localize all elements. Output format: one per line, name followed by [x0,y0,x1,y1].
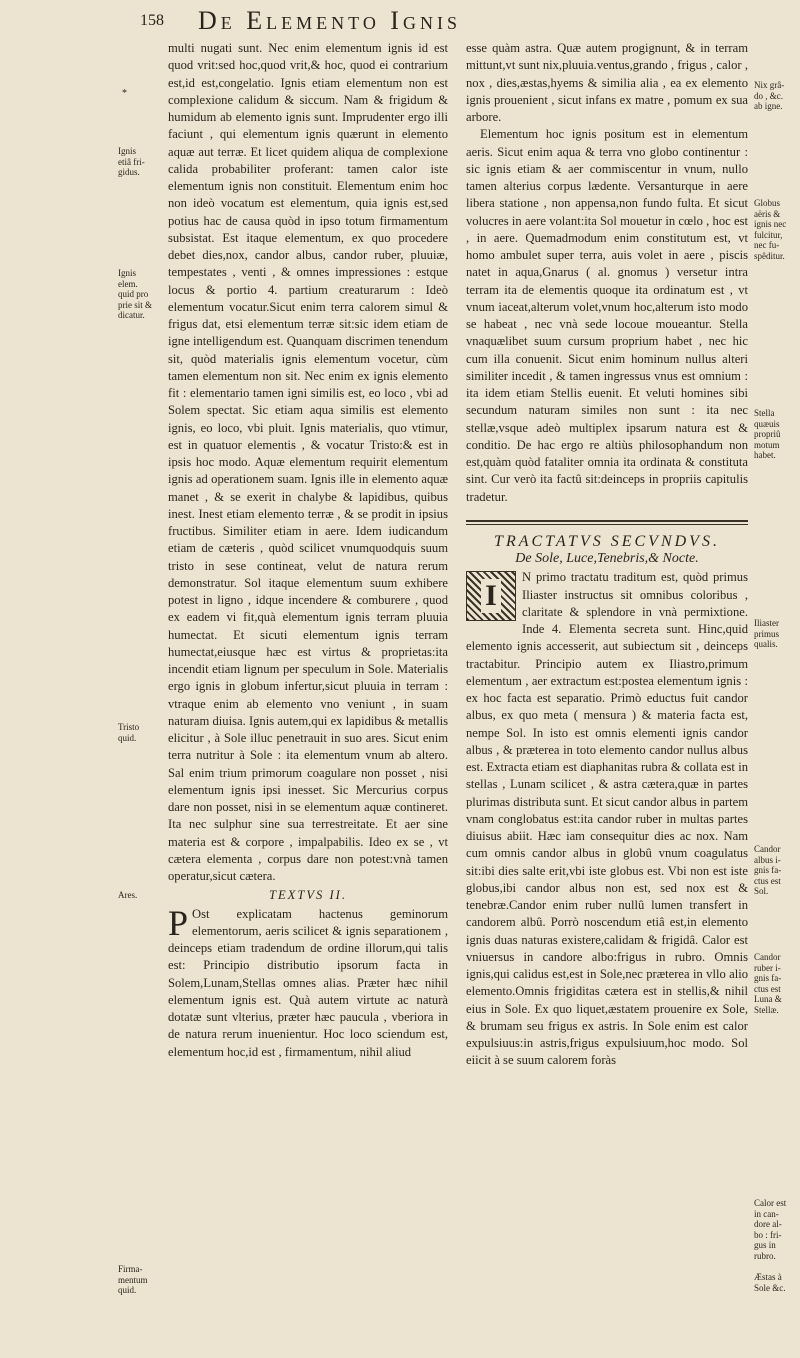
margin-note-aestas: Æstas à Sole &c. [754,1272,786,1293]
margin-note-globus: Globus aëris & ignis nec fulcitur, nec fu- spêditur. [754,198,787,261]
body-paragraph [168,902,448,1061]
body-paragraph: multi nugati sunt. Nec enim elementum ignis id est quod vrit:sed hoc,quod vrit,& hoc, quod ei contrarium est,id est,congelatio. Ignis etiam elementum non est complexione calidum & siccum. Nam & frigidum & humidum ab elemento ignis sunt. Imprudenter ergo illi faciunt , qui elementum ignis quærunt in elemento aquæ aut terræ. Et licet quidem aliqua de complexione calida probabiliter proferant: tamen calor iste elementum ignis non constituit. Elementum enim hoc non ideò vocatum est elementum, quia ignis est,sed potius hac de causa quòd in ipso totum firmamentum subsistat. Est itaque elementum, ex quo procedere debet dies,nox, candor albus, candor ruber, pluuiæ, tempestates , venti , & omnes impressiones : estque locus & portio 4. partium creaturarum : Ideò elementum vocatur.Sicut enim terra calorem simul & frigus dat, etsi elementum terræ sit:sic idem etiam de igne intelligendum est. Quanquam discrimen tenendum sit, quòd materialis ignis elementum vocetur, cùm tamen elementum non sit. Nec enim ex ignis elemento fit : elementario tamen igni similis est, eo loco , vbi ad Solem spectat. Sic etiam aqua similis est elemento ignis, eo loco, vbi pluit. Ignis materialis, quo vtimur, est in quatuor elementis , & vocatur Tristo:& est in ipsis hoc modo. Aquæ elementum requirit elementum ignis ad operationem suam. Ignis ille in elemento aquæ manet , & se exerit in chalybe & lapidibus, quibus inest. Inest etiam elemento terræ , & se prodit in ipsius fructibus. Similiter etiam in aere. Idem iudicandum etiam de cæteris , quòd scilicet vnumquodquis suum tristo in sese contineat, velut de natura rerum demonstratur. Sol itaque elementum suum exhibere potest in ligno , idque incendere & comburere , quod ex eadem vi fit,quà elementum ignis terram pluuia humectat. Et sicuti elementum ignis terram humectat,eiusque hæc est virtus & proprietas:ita incendit etiam lignum per speculum in Sole. Materialis ergo ignis in globum infertur,sicut pluuia in terram : vtraque enim ab elemento vno veniunt , in suam naturam diuisa. Ignis autem,qui ex lapidibus & metallis elicitur , à Sole illuc penetrauit in suo ares. Sicut enim terra nutritur à Sole : ita elementum vnum ab altero. Sal enim trium primorum coagulare non posset , nisi elementum ignis ipsi inesset. Sic Mercurius corpus dare non posset, nisi in se elementum aquæ contineret. Ita nec sulphur sine sua terrestreitate. Et aer sine materia est & corpore , impalpabilis. Ideo ex se , vt cætera elementa , corpus dare non potest:vnà tamen operatur,sicut cætera. [168,41,448,883]
margin-note-ignis-frigidus: Ignis etiâ fri- gidus. [118,146,145,177]
margin-note-ares: Ares. [118,890,138,900]
page-header [140,4,740,38]
body-paragraph: Elementum hoc ignis positum est in elementum aeris. Sicut enim aqua & terra vno globo continentur : sic ignis etiam & aer commiscentur in vnum, nullo tamen alterius corpus lædente. Versanturque in aere libera statione , non appensa,non fundo fulta. Et sicut volucres in aere volant:ita Sol mouetur in cœlo , hoc est , in aere. Quemadmodum enim constitutum est, vt homo ambulet super terra, auis volet in aere , piscis natet in aqua,Gnarus ( al. gnomus ) versetur intra terram ita de elementis quoque ita ordinatum est , vt vnum iaceat,alterum volet,vnum hoc,alterum isto modo se habeat , nec vnà sede locoue moueantur. Stella vnaquælibet suum cursum proprium habet , nec hic cum illa conuenit. Sicut enim hominum nullus alteri similiter incedit , & tamen ingressus vnus est omnium : ita idem etiam Stellis euenit. Et veluti homines sibi secundum naturam similes non sunt : ita nec stellæ,vsque adeò multiplex ipsarum natura est & conditio. De hac ergo re altiùs philosophandum non est,quàm quòd fataliter omnia ita ordinata & constituta sint. Cur verò ita factû sit:deinceps in propriis capitulis tradetur. [466,127,748,504]
margin-note-ignis-elem: Ignis elem. quid pro prie sit & dicatur. [118,268,152,320]
margin-note-tristo: Tristo quid. [118,722,140,743]
running-title: De Elemento Ignis [198,6,461,35]
tract-subtitle: De Sole, Luce,Tenebris,& Nocte. [515,551,699,566]
section-heading: TEXTVS II. [268,888,348,903]
margin-note-candor-albus: Candor albus i- gnis fa- ctus est Sol. [754,844,782,896]
paragraph-text: N primo tractatu traditum est, quòd primus Iliaster instructus sit omnibus coloribus , claritate & splendore in vnà permixtione. Inde 4. Elementa secreta sunt. Hinc,quid elemento ignis accesserit, aut subiectum sit , deinceps tractabitur. Principio autem ex Iliastro,primum elementum , aer extractum est:postea elementum ignis : ex hoc facta est separatio. Primò eductus fuit candor albus, ex quo meta ( mensura ) & materia facta est, nempe Sol. In isto est omnis elementi ignis candor albus , & præterea in toto elemento candor nullus albus est. Extracta etiam est diaphanitas rubra & collata est in stellas , Lunam scilicet , & astra cætera,quæ in partes plurimas distributa sunt. Et sicut candor albus in partem vnam conglobatus est:ita candor ruber in multas partes diuisus abiit. Hæc iam consequitur dies ac nox. Nam cum omnis candor albus in globû vnum coagulatus sit:ibi dies salte erit,vbi iste globus est. Vbi non est iste globus,ibi candor albus non est, sed nox est & tenebræ.Candor enim ruber nullû lumen transfert in candorem albû. Porrò noscendum etiâ est,in elemento ignis duas naturas existere,calidam & frigidâ. Calor est vniuersus in candore albo:frigus in rubro. Omnis ignis,qui calidus est,est in Sole,nec præterea in vllo alio elemento.Omnis frigiditas cætera est in stellis,& nihil eius in Sole. Ex quo liquet,æstatem prouenire ex Sole, & brumam seu frigus ex astris. In Sole enim est calor expulsiuus:in astris,frigus expulsiuum,hoc modo. Sol eiicit à se suum calorem foràs [466,570,748,1068]
margin-note-stella: Stella quæuis propriû motum habet. [754,408,781,460]
ornamental-initial: I [466,571,516,621]
right-text-column [466,40,748,1070]
body-paragraph: esse quàm astra. Quæ autem progignunt, & in terram mittunt,vt sunt nix,pluuia.ventus,grando , frigus , calor , nox , dies,æstas,hyems & similia alia , ea ex elemento ignis prouenient , sicut infans ex matre , pomum ex sua arbore. [466,41,748,124]
margin-note-nix: Nix grâ- do , &c. ab igne. [754,80,785,111]
body-paragraph [466,569,748,1069]
star-mark: * [122,88,127,99]
page-number: 158 [140,12,164,29]
double-rule-divider [466,520,748,525]
margin-note-firmamentum: Firma- mentum quid. [118,1264,148,1295]
margin-note-candor-ruber: Candor ruber i- gnis fa- ctus est Luna & Stellæ. [754,952,782,1015]
left-text-column [168,40,448,1061]
margin-note-iliaster: Iliaster primus qualis. [754,618,780,649]
margin-note-calor: Calor est in can- dore al- bo : fri- gus in rubro. [754,1198,787,1261]
drop-cap: P [168,902,189,943]
paragraph-text: Ost explicatam hactenus geminorum elementorum, aeris scilicet & ignis separationem , deinceps etiam tradendum de ordine illorum,qui talis est: Principio distributio ipsorum facta in Solem,Lunam,Stellas omnes alias. Præter hæc nihil elementum ignis est. Quà autem virtute ac naturà dotatæ sunt vlterius, præter hæc paucula , vberiora in de natura rerum inuenientur. Hoc loco sciendum est, elementum hoc,id est , firmamentum, nihil aliud [168,906,448,1059]
tract-title: TRACTATVS SECVNDVS. [494,532,720,550]
